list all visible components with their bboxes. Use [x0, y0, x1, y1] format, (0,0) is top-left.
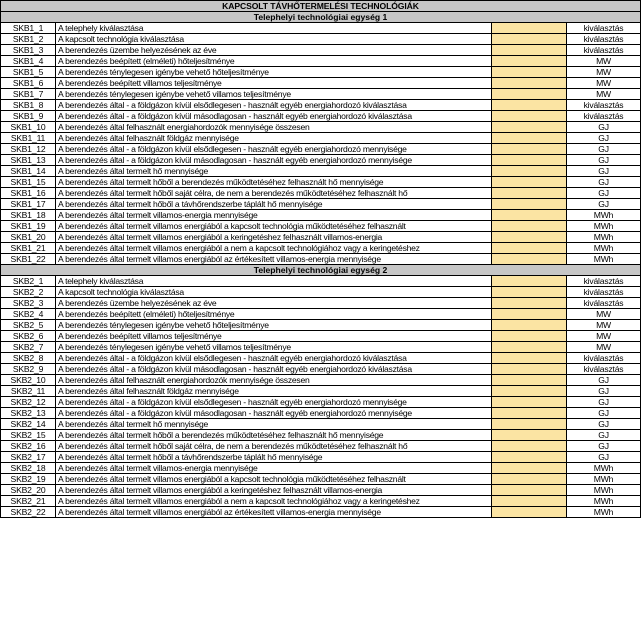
row-unit: kiválasztás	[567, 364, 641, 375]
row-unit: GJ	[567, 386, 641, 397]
table-row	[1, 309, 641, 320]
value-input[interactable]	[492, 474, 566, 484]
value-input-cell[interactable]	[492, 430, 567, 441]
row-description: A berendezés által - a földgázon kívül elsődlegesen - használt egyéb energiahordozó mennyisége	[56, 144, 492, 155]
row-code: SKB1_3	[1, 45, 56, 56]
row-unit: MWh	[567, 254, 641, 265]
value-input[interactable]	[492, 221, 566, 231]
table-row	[1, 342, 641, 353]
row-code: SKB1_17	[1, 199, 56, 210]
row-description: A berendezés által termelt hő mennyisége	[56, 419, 492, 430]
row-unit: MW	[567, 78, 641, 89]
table-row	[1, 221, 641, 232]
value-input[interactable]	[492, 496, 566, 506]
value-input-cell[interactable]	[492, 199, 567, 210]
value-input-cell[interactable]	[492, 122, 567, 133]
value-input[interactable]	[492, 441, 566, 451]
row-code: SKB2_7	[1, 342, 56, 353]
value-input-cell[interactable]	[492, 364, 567, 375]
row-description: A berendezés által felhasznált földgáz mennyisége	[56, 386, 492, 397]
table-row	[1, 89, 641, 100]
value-input-cell[interactable]	[492, 221, 567, 232]
row-code: SKB2_11	[1, 386, 56, 397]
value-input[interactable]	[492, 419, 566, 429]
table-row	[1, 298, 641, 309]
row-unit: GJ	[567, 452, 641, 463]
row-unit: MW	[567, 320, 641, 331]
value-input-cell[interactable]	[492, 166, 567, 177]
value-input[interactable]	[492, 353, 566, 363]
row-unit: GJ	[567, 419, 641, 430]
section-heading: Telephelyi technológiai egység 1	[1, 12, 641, 23]
value-input-cell[interactable]	[492, 408, 567, 419]
row-unit: MWh	[567, 507, 641, 518]
value-input-cell[interactable]	[492, 254, 567, 265]
value-input[interactable]	[492, 397, 566, 407]
row-code: SKB1_20	[1, 232, 56, 243]
table-row	[1, 56, 641, 67]
row-code: SKB1_19	[1, 221, 56, 232]
table-row	[1, 232, 641, 243]
table-row	[1, 452, 641, 463]
table-row	[1, 45, 641, 56]
value-input-cell[interactable]	[492, 452, 567, 463]
table-row	[1, 430, 641, 441]
table-row	[1, 188, 641, 199]
row-description: A berendezés által termelt villamos-energia mennyisége	[56, 210, 492, 221]
row-code: SKB2_4	[1, 309, 56, 320]
value-input-cell[interactable]	[492, 463, 567, 474]
row-description: A berendezés által termelt hőből a berendezés működtetéséhez felhasznált hő mennyisége	[56, 177, 492, 188]
table-row	[1, 441, 641, 452]
value-input[interactable]	[492, 463, 566, 473]
value-input[interactable]	[492, 188, 566, 198]
value-input[interactable]	[492, 111, 566, 121]
table-row	[1, 485, 641, 496]
table-row	[1, 78, 641, 89]
row-code: SKB2_8	[1, 353, 56, 364]
value-input[interactable]	[492, 243, 566, 253]
row-description: A berendezés által - a földgázon kívül elsődlegesen - használt egyéb energiahordozó kiválasztása	[56, 353, 492, 364]
value-input-cell[interactable]	[492, 210, 567, 221]
table-row	[1, 320, 641, 331]
row-description: A berendezés által - a földgázon kívül másodlagosan - használt egyéb energiahordozó kiválasztása	[56, 111, 492, 122]
row-code: SKB1_6	[1, 78, 56, 89]
section-header-row	[1, 12, 641, 23]
table-row	[1, 67, 641, 78]
value-input-cell[interactable]	[492, 386, 567, 397]
row-unit: GJ	[567, 408, 641, 419]
row-code: SKB1_5	[1, 67, 56, 78]
value-input-cell[interactable]	[492, 353, 567, 364]
value-input[interactable]	[492, 155, 566, 165]
value-input-cell[interactable]	[492, 419, 567, 430]
row-unit: GJ	[567, 144, 641, 155]
value-input-cell[interactable]	[492, 474, 567, 485]
row-description: A berendezés ténylegesen igénybe vehető hőteljesítménye	[56, 320, 492, 331]
value-input-cell[interactable]	[492, 441, 567, 452]
row-description: A berendezés által - a földgázon kívül másodlagosan - használt egyéb energiahordozó mennyisége	[56, 155, 492, 166]
row-code: SKB2_14	[1, 419, 56, 430]
row-description: A berendezés ténylegesen igénybe vehető villamos teljesítménye	[56, 89, 492, 100]
table-row	[1, 364, 641, 375]
value-input[interactable]	[492, 23, 566, 33]
row-description: A berendezés által termelt hőből saját célra, de nem a berendezés működtetéséhez felhasznált hő	[56, 188, 492, 199]
row-unit: GJ	[567, 441, 641, 452]
row-description: A berendezés által - a földgázon kívül elsődlegesen - használt egyéb energiahordozó kiválasztása	[56, 100, 492, 111]
value-input[interactable]	[492, 89, 566, 99]
table-row	[1, 144, 641, 155]
table-row	[1, 276, 641, 287]
value-input[interactable]	[492, 78, 566, 88]
row-code: SKB2_6	[1, 331, 56, 342]
value-input[interactable]	[492, 166, 566, 176]
row-unit: MW	[567, 342, 641, 353]
value-input[interactable]	[492, 276, 566, 286]
row-description: A berendezés által termelt hőből saját célra, de nem a berendezés működtetéséhez felhasznált hő	[56, 441, 492, 452]
row-unit: MWh	[567, 210, 641, 221]
row-description: A berendezés által termelt villamos energiából a kapcsolt technológia működtetéséhez felhasznált	[56, 474, 492, 485]
row-description: A kapcsolt technológia kiválasztása	[56, 287, 492, 298]
row-description: A berendezés által - a földgázon kívül másodlagosan - használt egyéb energiahordozó kiválasztása	[56, 364, 492, 375]
row-unit: MW	[567, 331, 641, 342]
row-description: A berendezés által termelt hőből a távhőrendszerbe táplált hő mennyisége	[56, 452, 492, 463]
row-description: A berendezés beépített (elméleti) hőteljesítménye	[56, 56, 492, 67]
table-row	[1, 419, 641, 430]
section-heading: Telephelyi technológiai egység 2	[1, 265, 641, 276]
row-description: A berendezés ténylegesen igénybe vehető hőteljesítménye	[56, 67, 492, 78]
row-code: SKB2_15	[1, 430, 56, 441]
table-row	[1, 34, 641, 45]
table-row	[1, 243, 641, 254]
row-description: A berendezés által termelt villamos energiából a kapcsolt technológia működtetéséhez felhasznált	[56, 221, 492, 232]
row-description: A berendezés által - a földgázon kívül elsődlegesen - használt egyéb energiahordozó mennyisége	[56, 397, 492, 408]
value-input-cell[interactable]	[492, 67, 567, 78]
value-input[interactable]	[492, 254, 566, 264]
row-code: SKB2_5	[1, 320, 56, 331]
row-unit: GJ	[567, 375, 641, 386]
value-input-cell[interactable]	[492, 243, 567, 254]
table-row	[1, 155, 641, 166]
value-input[interactable]	[492, 232, 566, 242]
table-row	[1, 375, 641, 386]
section-header-row	[1, 265, 641, 276]
row-unit: kiválasztás	[567, 34, 641, 45]
row-code: SKB1_10	[1, 122, 56, 133]
row-code: SKB2_3	[1, 298, 56, 309]
row-code: SKB2_22	[1, 507, 56, 518]
row-code: SKB2_12	[1, 397, 56, 408]
value-input[interactable]	[492, 298, 566, 308]
row-description: A berendezés beépített villamos teljesítménye	[56, 331, 492, 342]
row-description: A berendezés üzembe helyezésének az éve	[56, 298, 492, 309]
value-input-cell[interactable]	[492, 177, 567, 188]
row-code: SKB1_9	[1, 111, 56, 122]
row-code: SKB1_16	[1, 188, 56, 199]
row-description: A berendezés által felhasznált energiahordozók mennyisége összesen	[56, 122, 492, 133]
row-unit: kiválasztás	[567, 287, 641, 298]
row-unit: GJ	[567, 188, 641, 199]
table-row	[1, 287, 641, 298]
table-row	[1, 177, 641, 188]
value-input-cell[interactable]	[492, 287, 567, 298]
row-description: A berendezés által termelt villamos energiából a keringetéshez felhasznált villamos-energia	[56, 485, 492, 496]
row-description: A berendezés által termelt villamos-energia mennyisége	[56, 463, 492, 474]
row-unit: kiválasztás	[567, 353, 641, 364]
title-row	[1, 1, 641, 12]
table-row	[1, 166, 641, 177]
row-description: A berendezés által termelt hőből a berendezés működtetéséhez felhasznált hő mennyisége	[56, 430, 492, 441]
table-row	[1, 474, 641, 485]
row-code: SKB2_2	[1, 287, 56, 298]
row-description: A berendezés által - a földgázon kívül másodlagosan - használt egyéb energiahordozó mennyisége	[56, 408, 492, 419]
table-row	[1, 122, 641, 133]
table-row	[1, 199, 641, 210]
row-unit: kiválasztás	[567, 276, 641, 287]
value-input[interactable]	[492, 100, 566, 110]
row-unit: MWh	[567, 232, 641, 243]
value-input-cell[interactable]	[492, 144, 567, 155]
value-input-cell[interactable]	[492, 100, 567, 111]
row-description: A berendezés által termelt villamos energiából az értékesített villamos-energia mennyisége	[56, 507, 492, 518]
row-unit: MWh	[567, 474, 641, 485]
row-code: SKB2_9	[1, 364, 56, 375]
row-unit: MWh	[567, 463, 641, 474]
table-row	[1, 463, 641, 474]
table-title: KAPCSOLT TÁVHŐTERMELÉSI TECHNOLÓGIÁK	[1, 1, 641, 12]
row-description: A telephely kiválasztása	[56, 23, 492, 34]
row-unit: MW	[567, 309, 641, 320]
value-input[interactable]	[492, 485, 566, 495]
row-code: SKB1_12	[1, 144, 56, 155]
value-input-cell[interactable]	[492, 397, 567, 408]
row-unit: GJ	[567, 177, 641, 188]
row-code: SKB2_10	[1, 375, 56, 386]
value-input[interactable]	[492, 45, 566, 55]
row-unit: kiválasztás	[567, 111, 641, 122]
value-input[interactable]	[492, 34, 566, 44]
value-input-cell[interactable]	[492, 320, 567, 331]
row-code: SKB2_19	[1, 474, 56, 485]
value-input-cell[interactable]	[492, 78, 567, 89]
row-description: A berendezés beépített (elméleti) hőteljesítménye	[56, 309, 492, 320]
value-input[interactable]	[492, 122, 566, 132]
row-code: SKB2_17	[1, 452, 56, 463]
row-unit: kiválasztás	[567, 45, 641, 56]
row-description: A berendezés által termelt hőből a távhőrendszerbe táplált hő mennyisége	[56, 199, 492, 210]
value-input[interactable]	[492, 430, 566, 440]
value-input-cell[interactable]	[492, 496, 567, 507]
row-unit: GJ	[567, 166, 641, 177]
row-code: SKB1_2	[1, 34, 56, 45]
table-row	[1, 386, 641, 397]
row-unit: kiválasztás	[567, 298, 641, 309]
row-code: SKB2_13	[1, 408, 56, 419]
table-row	[1, 100, 641, 111]
row-code: SKB1_1	[1, 23, 56, 34]
value-input[interactable]	[492, 287, 566, 297]
value-input-cell[interactable]	[492, 34, 567, 45]
row-unit: kiválasztás	[567, 100, 641, 111]
table-row	[1, 111, 641, 122]
value-input[interactable]	[492, 309, 566, 319]
value-input[interactable]	[492, 375, 566, 385]
row-code: SKB1_13	[1, 155, 56, 166]
row-unit: GJ	[567, 122, 641, 133]
table-row	[1, 23, 641, 34]
table-row	[1, 210, 641, 221]
row-code: SKB1_7	[1, 89, 56, 100]
row-code: SKB1_8	[1, 100, 56, 111]
row-description: A berendezés által felhasznált földgáz mennyisége	[56, 133, 492, 144]
value-input-cell[interactable]	[492, 298, 567, 309]
row-description: A berendezés által termelt villamos energiából a nem a kapcsolt technológiához vagy a keringetéshez	[56, 496, 492, 507]
value-input[interactable]	[492, 67, 566, 77]
value-input[interactable]	[492, 331, 566, 341]
row-description: A berendezés beépített villamos teljesítménye	[56, 78, 492, 89]
row-code: SKB1_15	[1, 177, 56, 188]
row-code: SKB1_14	[1, 166, 56, 177]
value-input[interactable]	[492, 199, 566, 209]
row-description: A berendezés üzembe helyezésének az éve	[56, 45, 492, 56]
value-input[interactable]	[492, 342, 566, 352]
row-unit: MW	[567, 56, 641, 67]
value-input-cell[interactable]	[492, 331, 567, 342]
value-input-cell[interactable]	[492, 89, 567, 100]
row-description: A berendezés által termelt villamos energiából a nem a kapcsolt technológiához vagy a keringetéshez	[56, 243, 492, 254]
table-row	[1, 507, 641, 518]
row-description: A berendezés által termelt villamos energiából a keringetéshez felhasznált villamos-energia	[56, 232, 492, 243]
row-code: SKB1_18	[1, 210, 56, 221]
value-input[interactable]	[492, 452, 566, 462]
row-unit: GJ	[567, 430, 641, 441]
row-code: SKB2_21	[1, 496, 56, 507]
value-input-cell[interactable]	[492, 56, 567, 67]
row-description: A telephely kiválasztása	[56, 276, 492, 287]
row-code: SKB2_16	[1, 441, 56, 452]
value-input-cell[interactable]	[492, 111, 567, 122]
row-code: SKB1_21	[1, 243, 56, 254]
table-row	[1, 496, 641, 507]
row-unit: kiválasztás	[567, 23, 641, 34]
row-unit: MWh	[567, 221, 641, 232]
row-unit: GJ	[567, 397, 641, 408]
row-description: A berendezés által felhasznált energiahordozók mennyisége összesen	[56, 375, 492, 386]
row-description: A kapcsolt technológia kiválasztása	[56, 34, 492, 45]
row-unit: MW	[567, 89, 641, 100]
value-input-cell[interactable]	[492, 309, 567, 320]
value-input-cell[interactable]	[492, 485, 567, 496]
value-input-cell[interactable]	[492, 375, 567, 386]
value-input[interactable]	[492, 177, 566, 187]
row-code: SKB1_11	[1, 133, 56, 144]
row-unit: MWh	[567, 243, 641, 254]
row-code: SKB2_18	[1, 463, 56, 474]
value-input[interactable]	[492, 144, 566, 154]
row-code: SKB1_22	[1, 254, 56, 265]
value-input-cell[interactable]	[492, 23, 567, 34]
table-row	[1, 331, 641, 342]
table-row	[1, 408, 641, 419]
row-unit: GJ	[567, 133, 641, 144]
value-input-cell[interactable]	[492, 155, 567, 166]
value-input[interactable]	[492, 364, 566, 374]
value-input[interactable]	[492, 408, 566, 418]
row-description: A berendezés által termelt hő mennyisége	[56, 166, 492, 177]
value-input-cell[interactable]	[492, 133, 567, 144]
value-input[interactable]	[492, 386, 566, 396]
row-unit: GJ	[567, 199, 641, 210]
value-input[interactable]	[492, 210, 566, 220]
row-code: SKB2_1	[1, 276, 56, 287]
row-code: SKB2_20	[1, 485, 56, 496]
table-row	[1, 397, 641, 408]
row-unit: GJ	[567, 155, 641, 166]
value-input-cell[interactable]	[492, 45, 567, 56]
value-input-cell[interactable]	[492, 507, 567, 518]
row-description: A berendezés ténylegesen igénybe vehető villamos teljesítménye	[56, 342, 492, 353]
table-row	[1, 133, 641, 144]
value-input-cell[interactable]	[492, 188, 567, 199]
row-description: A berendezés által termelt villamos energiából az értékesített villamos-energia mennyisége	[56, 254, 492, 265]
table-row	[1, 254, 641, 265]
value-input[interactable]	[492, 507, 566, 517]
value-input[interactable]	[492, 320, 566, 330]
table-row	[1, 353, 641, 364]
row-code: SKB1_4	[1, 56, 56, 67]
row-unit: MW	[567, 67, 641, 78]
value-input-cell[interactable]	[492, 232, 567, 243]
value-input-cell[interactable]	[492, 276, 567, 287]
row-unit: MWh	[567, 496, 641, 507]
row-unit: MWh	[567, 485, 641, 496]
value-input[interactable]	[492, 133, 566, 143]
value-input[interactable]	[492, 56, 566, 66]
value-input-cell[interactable]	[492, 342, 567, 353]
